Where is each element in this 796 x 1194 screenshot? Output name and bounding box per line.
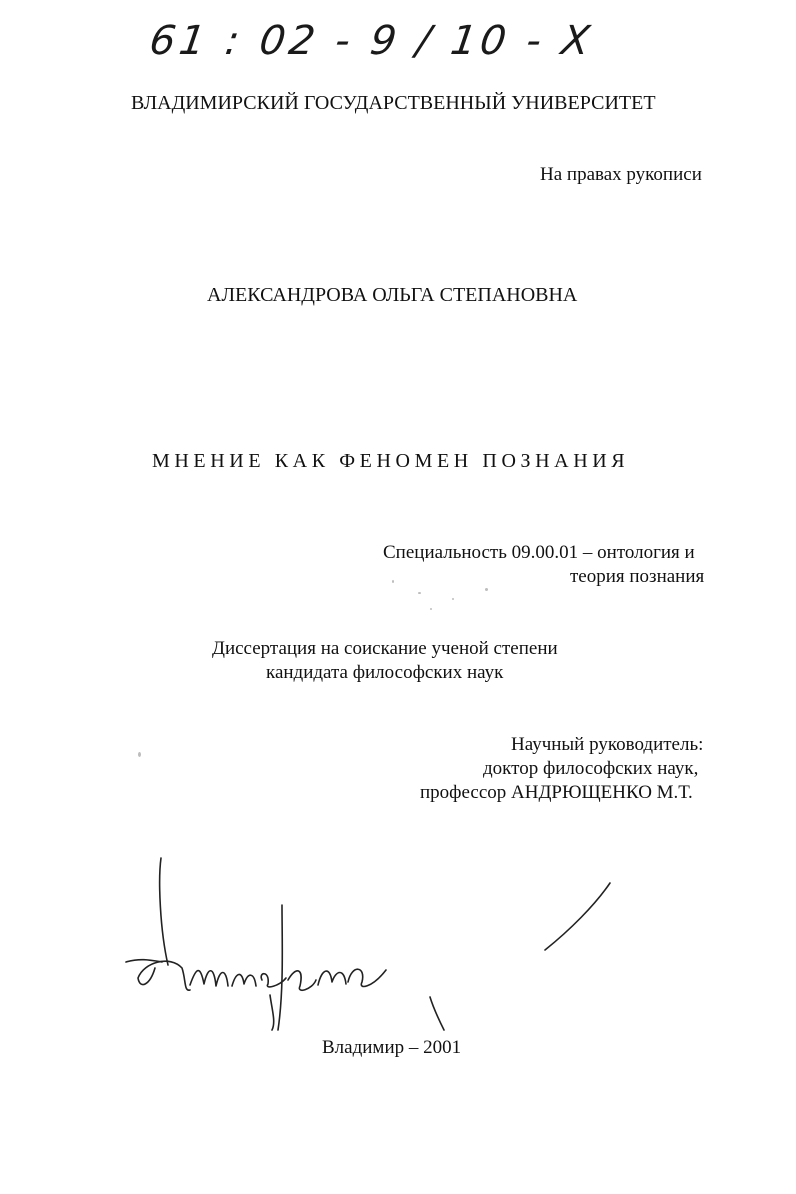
university-name: ВЛАДИМИРСКИЙ ГОСУДАРСТВЕННЫЙ УНИВЕРСИТЕТ — [131, 92, 656, 114]
dissertation-degree-line-1: Диссертация на соискание ученой степени — [212, 638, 558, 659]
scan-speck — [485, 588, 488, 591]
scan-speck — [418, 592, 421, 594]
scan-speck — [452, 598, 454, 600]
dissertation-title: МНЕНИЕ КАК ФЕНОМЕН ПОЗНАНИЯ — [152, 450, 630, 472]
supervisor-degree: доктор философских наук, — [483, 758, 699, 779]
manuscript-rights-note: На правах рукописи — [540, 164, 702, 185]
city-year: Владимир – 2001 — [322, 1037, 462, 1058]
supervisor-name: профессор АНДРЮЩЕНКО М.Т. — [420, 782, 693, 803]
handwritten-catalog-code: 61 : 02 - 9 / 10 - X — [146, 18, 597, 64]
specialty-line-1: Специальность 09.00.01 – онтология и — [383, 542, 695, 563]
dissertation-degree-line-2: кандидата философских наук — [266, 662, 504, 683]
scan-speck — [430, 608, 432, 610]
specialty-line-2: теория познания — [570, 566, 705, 587]
author-name: АЛЕКСАНДРОВА ОЛЬГА СТЕПАНОВНА — [207, 284, 578, 306]
scan-speck — [138, 752, 141, 757]
scan-speck — [392, 580, 394, 583]
supervisor-label: Научный руководитель: — [511, 734, 704, 755]
